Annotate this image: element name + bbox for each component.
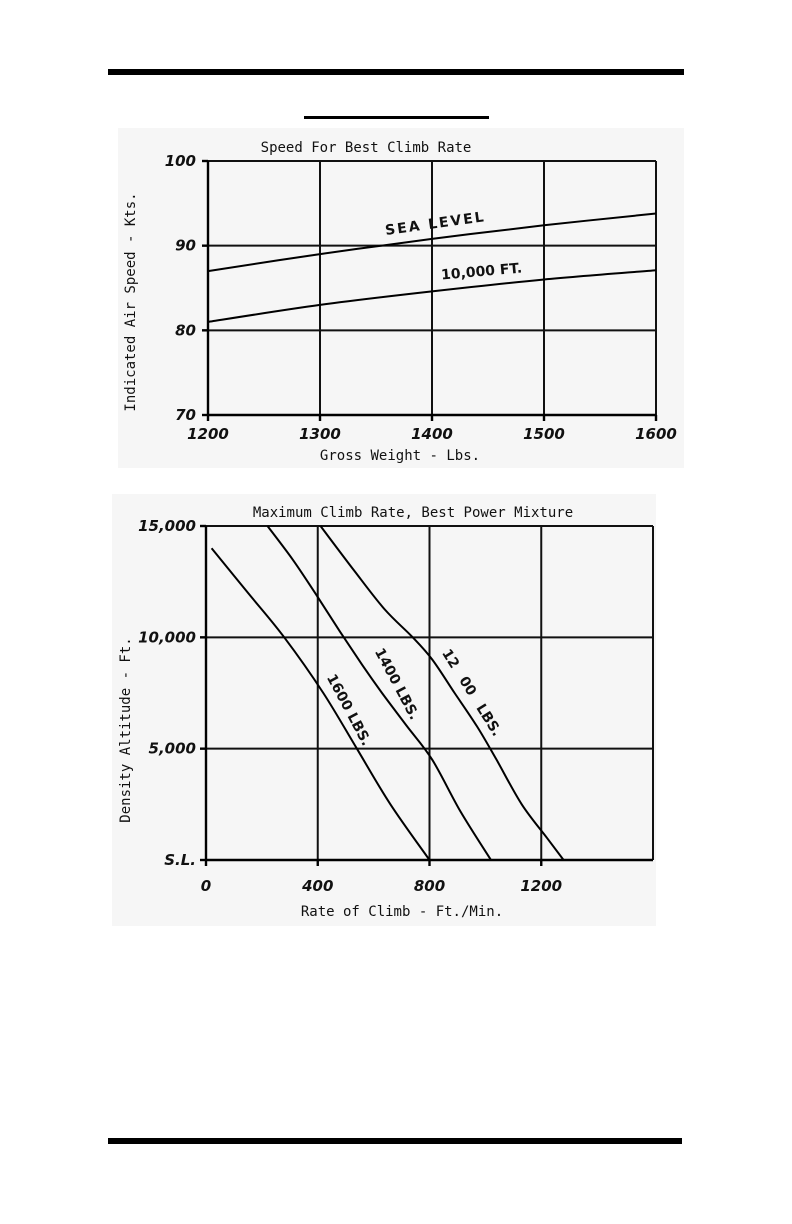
chart1-series-label-10000-ft: 10,000 FT. — [440, 260, 523, 284]
c1-y-tick-label-0: 70 — [175, 406, 196, 424]
c2-y-tick-label-2: 10,000 — [138, 628, 196, 647]
chart2-series-label-1400-lbs: 1400 LBS. — [370, 645, 423, 723]
chart1-series-label-sea-level: SEA LEVEL — [384, 209, 487, 240]
c1-x-tick-label-2: 1400 — [411, 425, 453, 443]
c1-x-tick-label-4: 1600 — [635, 425, 677, 443]
chart2-series-label-1600-lbs: 1600 LBS. — [322, 671, 375, 749]
chart1-x-axis-label: Gross Weight - Lbs. — [319, 448, 481, 464]
chart-speed-best-climb — [123, 140, 677, 464]
c2-curve-1600-lbs — [212, 548, 430, 860]
c2-y-tick-label-3: 15,000 — [138, 517, 196, 535]
chart1-title: Speed For Best Climb Rate — [260, 140, 472, 156]
chart2-curves — [212, 526, 564, 860]
c1-y-tick-label-1: 80 — [175, 321, 196, 340]
chart1-gridlines — [208, 161, 656, 415]
c2-y-tick-label-1: 5,000 — [148, 739, 196, 758]
c1-x-tick-label-0: 1200 — [187, 425, 229, 443]
c1-y-tick-label-3: 100 — [164, 152, 196, 170]
chart2-axes — [200, 526, 653, 866]
chart1-y-axis-label: Indicated Air Speed - Kts. — [123, 192, 139, 412]
chart1-tick-labels — [165, 152, 677, 443]
chart-maximum-climb-rate — [118, 505, 653, 920]
c1-x-tick-label-1: 1300 — [299, 425, 341, 443]
c2-x-tick-label-3: 1200 — [520, 877, 563, 895]
c2-x-tick-label-2: 800 — [413, 877, 446, 895]
chart2-y-axis-label: Density Altitude - Ft. — [118, 637, 134, 823]
c2-y-tick-label-0: S.L. — [164, 851, 196, 869]
chart2-x-axis-label: Rate of Climb - Ft./Min. — [300, 904, 504, 920]
chart2-gridlines — [206, 526, 653, 860]
c2-x-tick-label-0: 0 — [200, 877, 212, 895]
c2-x-tick-label-1: 400 — [302, 877, 334, 895]
c2-curve-1400-lbs — [268, 526, 492, 860]
chart2-title: Maximum Climb Rate, Best Power Mixture — [252, 505, 574, 521]
c1-x-tick-label-3: 1500 — [523, 425, 565, 443]
c2-curve-12-00-lbs — [321, 526, 564, 860]
chart2-series-label-1200-lbs: 12 00 LBS. — [438, 646, 505, 740]
c1-y-tick-label-2: 90 — [175, 236, 196, 255]
